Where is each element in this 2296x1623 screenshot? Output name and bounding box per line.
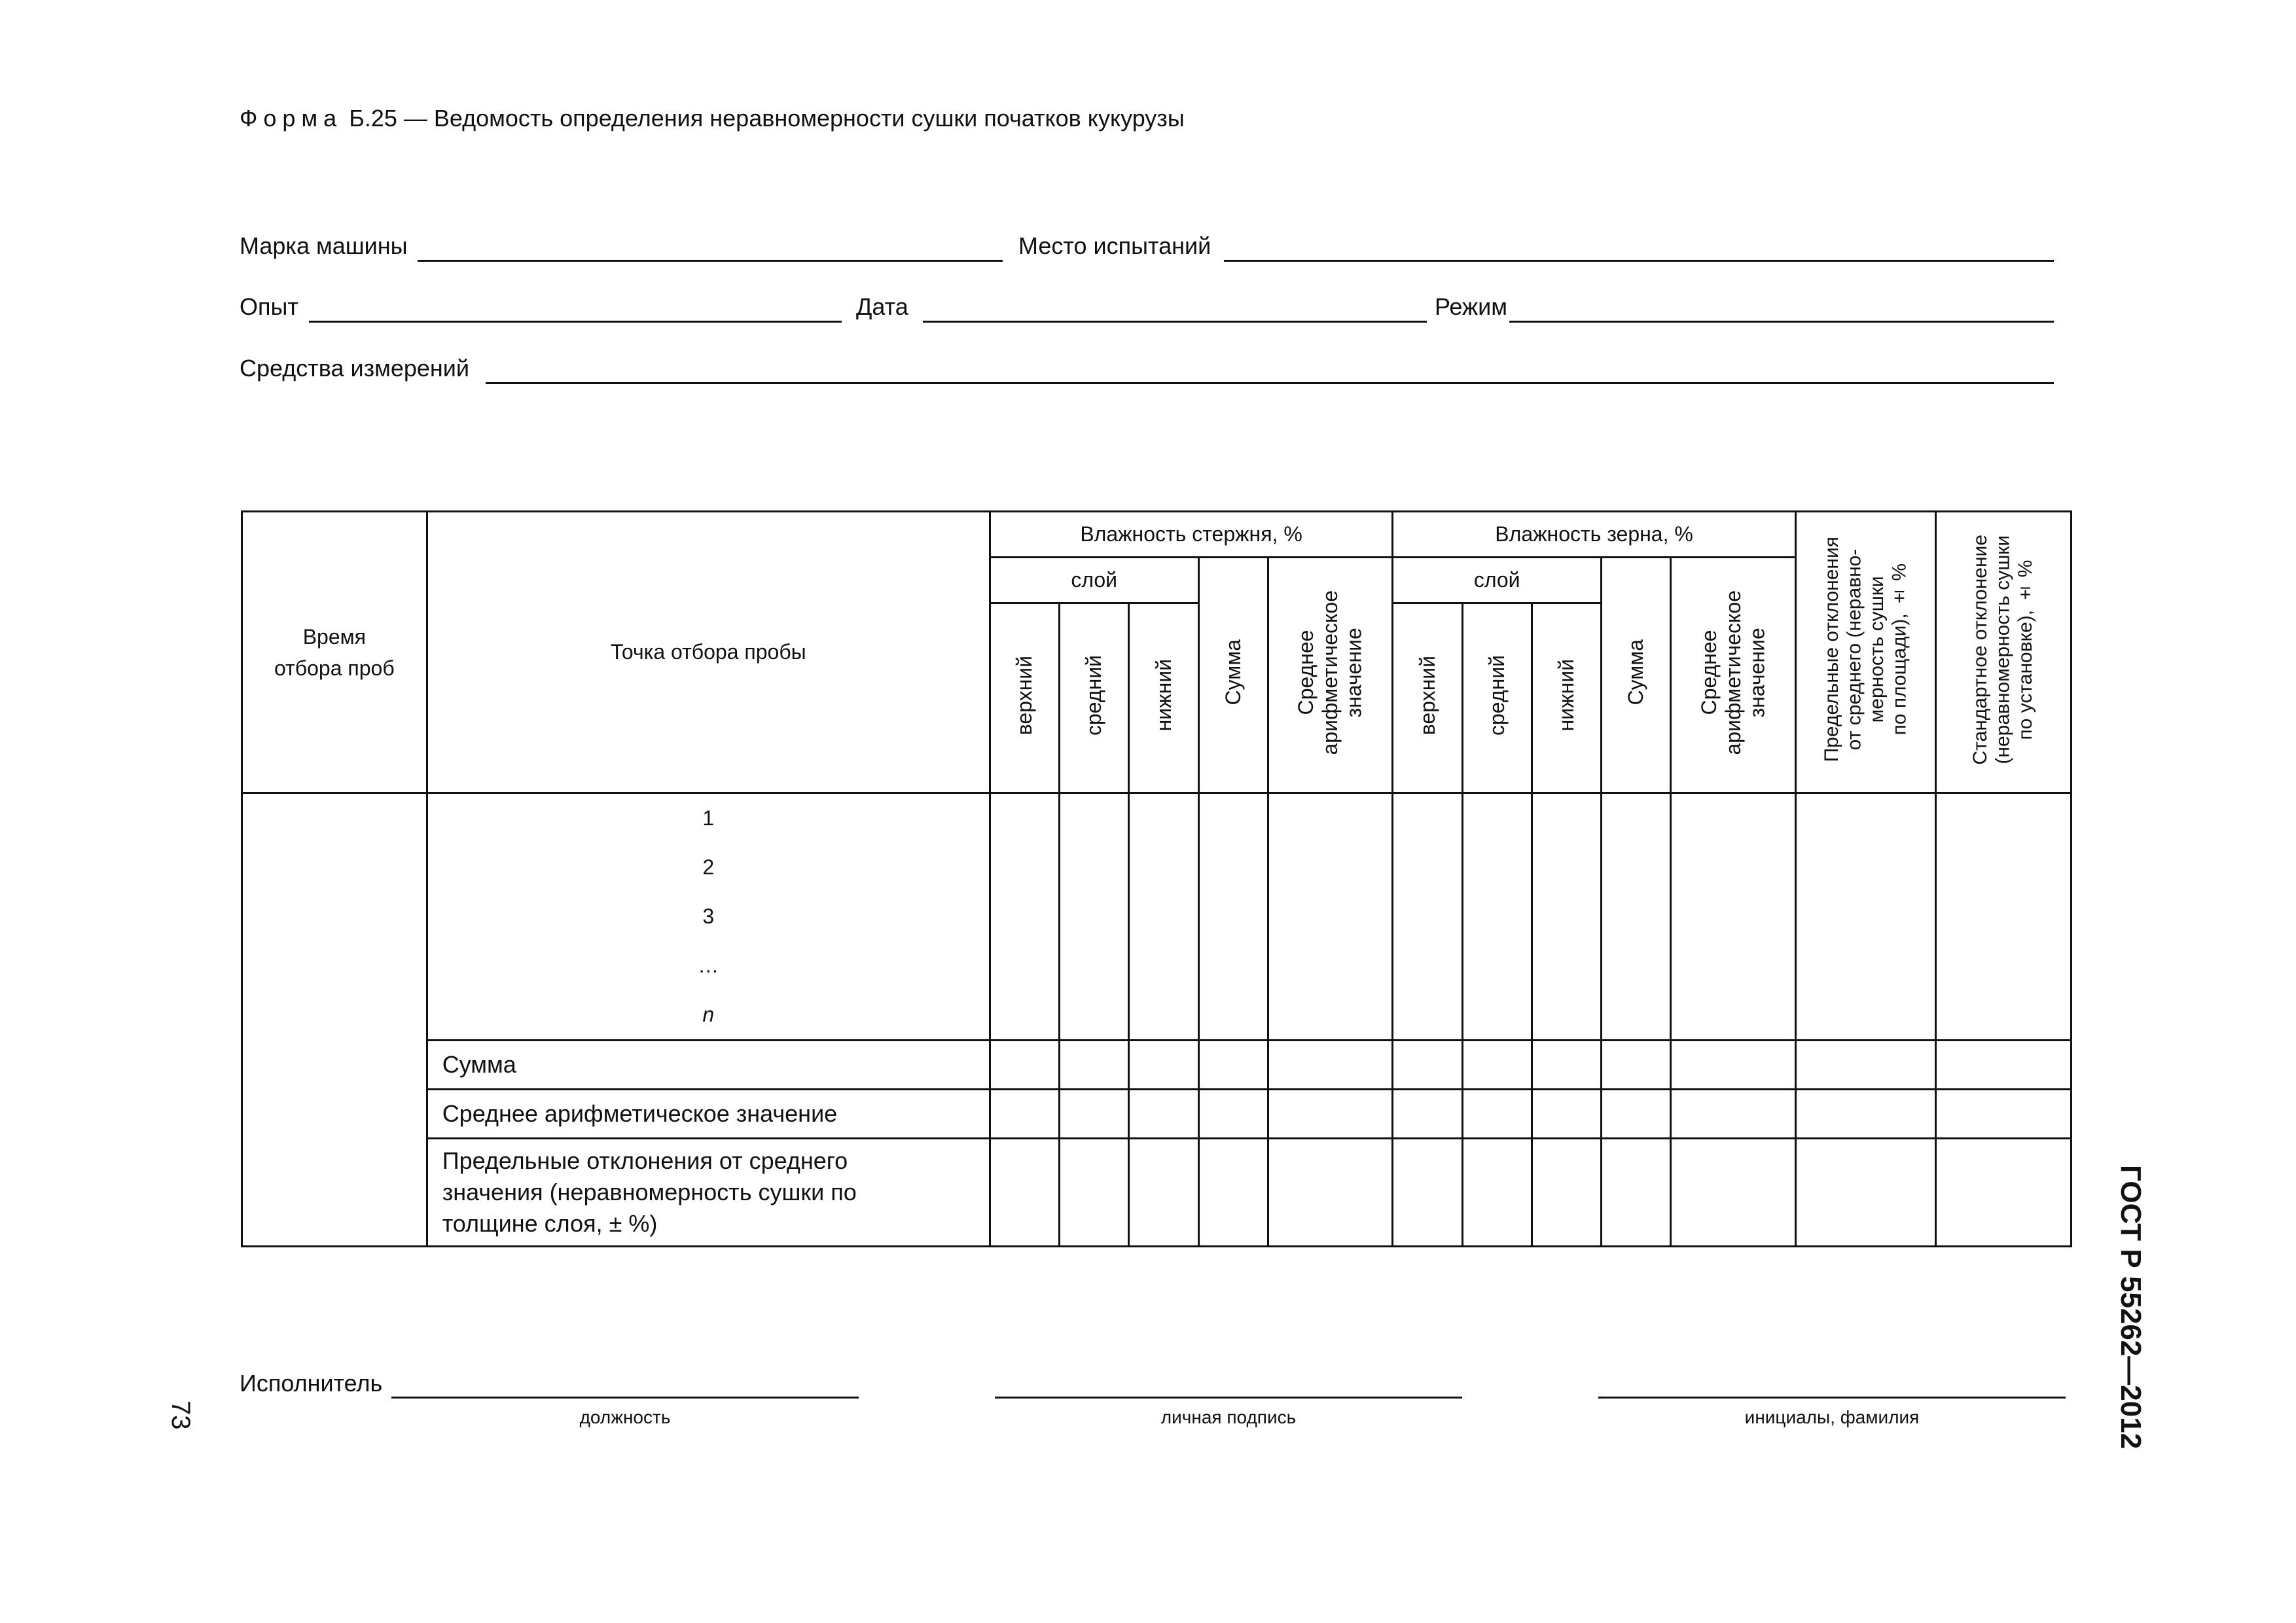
form-title	[240, 105, 1185, 132]
stem-mean-l1: Среднее	[1294, 630, 1318, 715]
data-cell[interactable]	[1795, 1139, 1936, 1247]
data-cell[interactable]	[1532, 793, 1601, 1041]
position-caption: должность	[579, 1407, 671, 1427]
data-cell[interactable]	[1268, 1139, 1392, 1247]
data-cell[interactable]	[1671, 1090, 1796, 1139]
grain-sum-header	[1602, 558, 1671, 793]
row-limit-l2: значения (неравномерность сушки по	[442, 1179, 857, 1205]
point-1: 1	[702, 806, 715, 830]
limit-dev-header	[1795, 512, 1936, 793]
point-2: 2	[702, 855, 715, 879]
data-cell[interactable]	[1462, 793, 1532, 1041]
data-cell[interactable]	[1198, 1090, 1268, 1139]
experiment-field[interactable]	[309, 321, 842, 323]
limit-dev-l2: от среднего (неравно-	[1843, 548, 1865, 751]
data-cell[interactable]	[1198, 1041, 1268, 1090]
form-title-text: Б.25 — Ведомость определения неравномерности сушки початков кукурузы	[349, 105, 1185, 132]
data-cell[interactable]	[1795, 1041, 1936, 1090]
data-cell[interactable]	[1393, 793, 1462, 1041]
stem-moisture-header: Влажность стержня, %	[990, 512, 1392, 558]
data-cell[interactable]	[1129, 1041, 1198, 1090]
std-dev-l3: по установке), ± %	[2015, 559, 2037, 740]
data-cell[interactable]	[1936, 1139, 2072, 1247]
grain-bottom-text: нижний	[1554, 659, 1579, 732]
data-cell[interactable]	[1936, 1041, 2072, 1090]
data-cell[interactable]	[1462, 1090, 1532, 1139]
test-place-field[interactable]	[1224, 260, 2054, 262]
point-3: 3	[702, 904, 715, 928]
page-number: 73	[166, 1400, 195, 1430]
form-title-lead: Форма	[240, 105, 343, 132]
data-cell[interactable]	[1532, 1139, 1601, 1247]
data-cell[interactable]	[990, 1090, 1059, 1139]
stem-top-header	[990, 603, 1059, 793]
data-cell[interactable]	[1795, 1090, 1936, 1139]
machine-brand-label: Марка машины	[240, 232, 408, 259]
data-cell[interactable]	[1268, 1041, 1392, 1090]
data-cell[interactable]	[1393, 1139, 1462, 1247]
std-dev-l2: (неравномерность сушки	[1992, 535, 2014, 764]
row-mean-label: Среднее арифметическое значение	[427, 1090, 990, 1139]
time-cell[interactable]	[242, 793, 427, 1247]
row-limit-l3: толщине слоя, ± %)	[442, 1210, 658, 1237]
grain-top-text: верхний	[1415, 655, 1439, 736]
grain-middle-text: средний	[1484, 655, 1509, 736]
data-cell[interactable]	[1795, 793, 1936, 1041]
date-label: Дата	[856, 293, 908, 320]
data-cell[interactable]	[1393, 1090, 1462, 1139]
row-limit-l1: Предельные отклонения от среднего	[442, 1147, 848, 1174]
grain-top-header	[1393, 603, 1462, 793]
signature-caption: личная подпись	[1160, 1407, 1297, 1427]
grain-mean-l2: арифметическое	[1721, 590, 1745, 755]
machine-brand-field[interactable]	[418, 260, 1003, 262]
instruments-field[interactable]	[486, 382, 2054, 384]
point-ellipsis: …	[698, 954, 719, 977]
col-time-text: Время отбора проб	[274, 624, 395, 680]
grain-mean-header	[1671, 558, 1796, 793]
col-point-header: Точка отбора пробы	[427, 512, 990, 793]
data-cell[interactable]	[1936, 1090, 2072, 1139]
row-sum-label: Сумма	[427, 1041, 990, 1090]
data-cell[interactable]	[1671, 1041, 1796, 1090]
data-cell[interactable]	[1060, 1139, 1129, 1247]
point-n: n	[702, 1003, 715, 1026]
date-field[interactable]	[923, 321, 1427, 323]
data-cell[interactable]	[1268, 793, 1392, 1041]
stem-mean-l2: арифметическое	[1318, 590, 1342, 755]
data-cell[interactable]	[1198, 793, 1268, 1041]
instruments-label: Средства измерений	[240, 355, 470, 382]
data-cell[interactable]	[1268, 1090, 1392, 1139]
grain-middle-header	[1462, 603, 1532, 793]
data-cell[interactable]	[1060, 1090, 1129, 1139]
data-cell[interactable]	[990, 1139, 1059, 1247]
data-cell[interactable]	[1936, 793, 2072, 1041]
data-cell[interactable]	[1602, 793, 1671, 1041]
data-cell[interactable]	[1129, 1090, 1198, 1139]
stem-mean-l3: значение	[1342, 627, 1366, 718]
mode-label: Режим	[1435, 293, 1507, 320]
data-cell[interactable]	[1129, 1139, 1198, 1247]
stem-middle-header	[1060, 603, 1129, 793]
row-limit-label	[427, 1139, 990, 1247]
grain-layer-header: слой	[1393, 558, 1602, 603]
drying-table	[241, 510, 2072, 1247]
stem-bottom-text: нижний	[1151, 659, 1175, 732]
data-cell[interactable]	[1462, 1041, 1532, 1090]
data-cell[interactable]	[1602, 1090, 1671, 1139]
stem-mean-header	[1268, 558, 1392, 793]
grain-moisture-header: Влажность зерна, %	[1393, 512, 1796, 558]
test-place-label: Место испытаний	[1018, 232, 1211, 259]
name-field[interactable]	[1598, 1397, 2066, 1399]
data-cell[interactable]	[1060, 793, 1129, 1041]
signature-field[interactable]	[995, 1397, 1462, 1399]
stem-middle-text: средний	[1082, 655, 1106, 736]
limit-dev-l3: мерность сушки	[1865, 576, 1888, 723]
data-cell[interactable]	[990, 1041, 1059, 1090]
data-cell[interactable]	[1602, 1041, 1671, 1090]
data-cell[interactable]	[1462, 1139, 1532, 1247]
stem-layer-header: слой	[990, 558, 1198, 603]
stem-bottom-header	[1129, 603, 1198, 793]
limit-dev-l4: по площади), ± %	[1888, 563, 1910, 736]
std-dev-l1: Стандартное отклонение	[1969, 534, 1992, 765]
standard-number: ГОСТ Р 55262—2012	[2115, 1165, 2147, 1450]
data-cell[interactable]	[1393, 1041, 1462, 1090]
grain-sum-text: Сумма	[1624, 639, 1648, 705]
col-time-header	[242, 512, 427, 793]
data-cell[interactable]	[1671, 1139, 1796, 1247]
data-cell[interactable]	[1532, 1090, 1601, 1139]
std-dev-header	[1936, 512, 2072, 793]
data-cell[interactable]	[1060, 1041, 1129, 1090]
points-cell	[427, 793, 990, 1041]
limit-dev-l1: Предельные отклонения	[1820, 537, 1842, 762]
data-cell[interactable]	[1671, 793, 1796, 1041]
data-cell[interactable]	[1129, 793, 1198, 1041]
stem-sum-text: Сумма	[1221, 639, 1245, 705]
grain-mean-l3: значение	[1745, 627, 1769, 718]
grain-mean-l1: Среднее	[1696, 630, 1721, 715]
name-caption: инициалы, фамилия	[1744, 1407, 1920, 1427]
data-cell[interactable]	[1198, 1139, 1268, 1247]
data-cell[interactable]	[1532, 1041, 1601, 1090]
position-field[interactable]	[391, 1397, 859, 1399]
stem-top-text: верхний	[1013, 655, 1037, 736]
mode-field[interactable]	[1509, 321, 2054, 323]
data-cell[interactable]	[1602, 1139, 1671, 1247]
stem-sum-header	[1198, 558, 1268, 793]
data-cell[interactable]	[990, 793, 1059, 1041]
grain-bottom-header	[1532, 603, 1601, 793]
executor-label: Исполнитель	[240, 1370, 383, 1397]
experiment-label: Опыт	[240, 293, 298, 320]
